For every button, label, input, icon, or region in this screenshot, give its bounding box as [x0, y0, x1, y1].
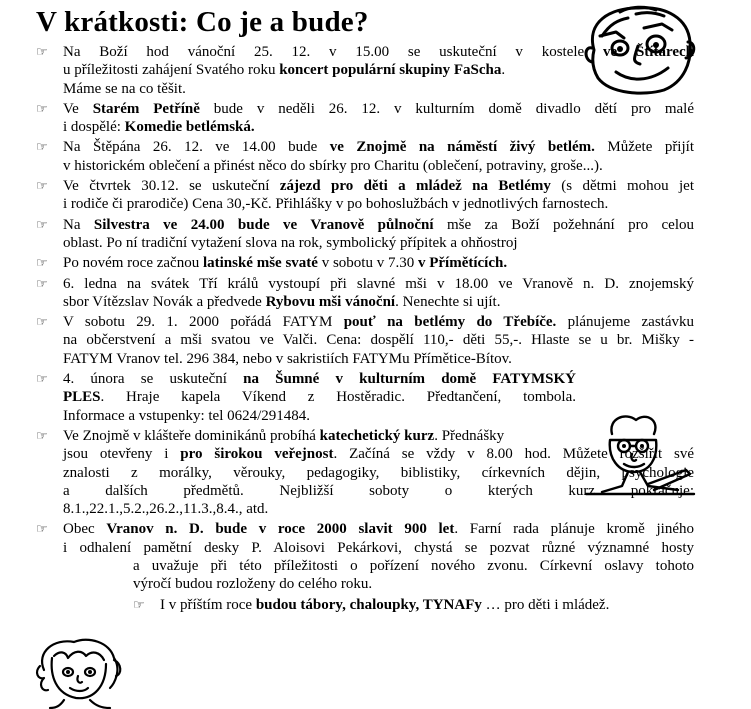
news-line — [63, 370, 576, 388]
bold-text: pro širokou veřejnost — [180, 446, 334, 463]
news-item — [36, 138, 694, 175]
text: . Začíná se vždy v 8.00 hod. Můžete rozšířit své — [333, 446, 695, 463]
news-line — [63, 500, 694, 518]
text: Můžete přijít — [594, 139, 694, 156]
page-title: V krátkosti: Co je a bude? — [36, 6, 369, 38]
pointing-hand-icon: ☞ — [36, 44, 48, 59]
news-item-last — [133, 596, 694, 614]
pointing-hand-icon: ☞ — [36, 427, 48, 443]
news-item — [36, 43, 694, 98]
news-line — [63, 293, 694, 311]
bold-text: Komedie betlémská. — [124, 119, 255, 136]
text: V sobotu 29. 1. 2000 pořádá FATYM — [63, 314, 344, 331]
text: . Přednášky — [434, 427, 505, 444]
text: I v příštím roce — [160, 596, 256, 613]
news-line — [63, 350, 694, 368]
text: 8.1.,22.1.,5.2.,26.2.,11.3.,8.4., atd. — [63, 501, 269, 518]
text: Na Štěpána 26. 12. ve 14.00 bude — [63, 139, 330, 156]
news-item — [36, 427, 694, 518]
text: sbor Vítězslav Novák a předvede — [63, 293, 266, 310]
text: a uvažuje při této příležitosti o pořízení nového zvonu. Církevní oslavy tohoto — [133, 558, 694, 575]
text: mše za Boží požehnání pro celou — [433, 216, 694, 233]
text: . Farní rada plánuje kromě jiného — [454, 521, 694, 538]
bold-text: v Přímětících. — [417, 255, 508, 272]
text: v historickém oblečení a přinést něco do sbírky pro Charitu (oblečení, potraviny, groše...). — [63, 157, 603, 174]
news-item — [36, 177, 694, 214]
text: Po novém roce začnou — [63, 255, 203, 272]
bold-text: latinské mše svaté — [202, 255, 318, 272]
news-line — [63, 138, 694, 156]
news-line — [63, 254, 694, 272]
bold-text: katechetický kurz — [319, 427, 435, 444]
text: Informace a vstupenky: tel 0624/291484. — [63, 407, 311, 424]
news-line — [160, 596, 694, 614]
pointing-hand-icon: ☞ — [36, 216, 48, 232]
text: u příležitosti zahájení Svatého roku — [63, 62, 280, 79]
news-line — [63, 275, 694, 293]
news-line — [63, 331, 694, 349]
news-item — [36, 370, 576, 425]
text: bude v neděli 26. 12. v kulturním domě divadlo dětí pro malé — [199, 100, 694, 117]
pointing-hand-icon: ☞ — [133, 596, 145, 612]
text: 6. ledna na svátek Tří králů vystoupí při slavné mši v 18.00 ve Vranově n. D. znojemský — [63, 275, 694, 292]
text: Máme se na co těšit. — [63, 80, 186, 97]
news-line — [63, 313, 694, 331]
text: plánujeme zastávku — [556, 314, 695, 331]
news-item — [36, 254, 694, 272]
text: na občerstvení a mši svatou ve Valči. Cena: dospělí 110,- děti 55,-. Hlaste se u br. Mišky - — [63, 332, 694, 349]
text: FATYM Vranov tel. 296 384, nebo v sakristiích FATYMu Přímětice-Bítov. — [63, 350, 512, 367]
text: a dalších předmětů. Nejbližší soboty o kterých kurz pokračuje: — [63, 482, 694, 499]
news-line — [63, 234, 694, 252]
bold-text: ve Znojmě na náměstí živý betlém. — [329, 139, 595, 156]
news-line — [63, 388, 576, 406]
text: v sobotu v 7.30 — [317, 255, 418, 272]
pointing-hand-icon: ☞ — [36, 314, 48, 330]
news-line — [63, 482, 694, 500]
text: i odhalení pamětní desky P. Aloisovi Pekárkovi, chystá se pozvat různé významné hosty — [63, 539, 694, 556]
bold-text: pouť na betlémy do Třebíče. — [343, 314, 557, 331]
news-line — [63, 157, 694, 175]
news-line — [63, 177, 694, 195]
news-item — [36, 313, 694, 368]
text: . Hraje kapela Víkend z Hostěradic. Předtančení, tombola. — [100, 389, 576, 406]
text: oblast. Po ní tradiční vytažení slova na rok, symbolický přípitek a ohňostroj — [63, 234, 518, 251]
bold-text: ve Štítarech — [603, 44, 694, 60]
news-line — [63, 100, 694, 118]
news-line — [133, 557, 694, 575]
news-line — [63, 216, 694, 234]
text: Ve — [63, 100, 93, 117]
text: Ve čtvrtek 30.12. se uskuteční — [63, 178, 280, 195]
text: i rodiče či prarodiče) Cena 30,-Kč. Přihlášky v po bohoslužbách v jednotlivých farnostech. — [63, 196, 609, 213]
news-line — [63, 61, 694, 79]
news-line — [63, 445, 694, 463]
text: jsou otevřeny i — [63, 446, 181, 463]
text: výročí budou rozloženy do celého roku. — [133, 576, 373, 593]
cartoon-girl-drawing — [30, 636, 130, 709]
news-line — [63, 80, 694, 98]
bold-text: Starém Petříně — [92, 100, 200, 117]
news-item — [36, 520, 694, 593]
news-line — [63, 118, 694, 136]
bold-text: Rybovu mši vánoční — [265, 293, 396, 310]
news-line — [63, 43, 694, 61]
pointing-hand-icon: ☞ — [36, 371, 48, 387]
pointing-hand-icon: ☞ — [36, 178, 48, 194]
text: 4. února se uskuteční — [63, 371, 244, 388]
bold-text: zájezd pro děti a mládež na Betlémy — [279, 178, 551, 195]
news-line — [63, 464, 694, 482]
text: (s dětmi mohou jet — [550, 178, 695, 195]
text: i dospělé: — [63, 119, 125, 136]
text: … pro děti i mládež. — [481, 596, 610, 613]
pointing-hand-icon: ☞ — [36, 255, 48, 271]
news-item — [36, 275, 694, 312]
news-line — [63, 539, 694, 557]
text: znalosti z morálky, věrouky, pedagogiky, biblistiky, církevních dějin, psychologie — [63, 464, 694, 481]
news-item — [36, 100, 694, 137]
news-list — [36, 43, 694, 614]
news-line — [63, 407, 576, 425]
bold-text: Vranov n. D. bude v roce 2000 slavit 900 let — [106, 521, 455, 538]
pointing-hand-icon: ☞ — [36, 521, 48, 537]
bold-text: na Šumné v kulturním domě FATYMSKÝ — [243, 371, 576, 388]
news-line — [63, 195, 694, 213]
bold-text: PLES — [63, 389, 101, 406]
text: Ve Znojmě v klášteře dominikánů probíhá — [63, 427, 320, 444]
bold-text: budou tábory, chaloupky, TYNAFy — [255, 596, 482, 613]
text: Na — [63, 216, 94, 233]
pointing-hand-icon: ☞ — [36, 100, 48, 116]
text: Na Boží hod vánoční 25. 12. v 15.00 se uskuteční v kostele — [63, 44, 603, 60]
news-line — [63, 520, 694, 538]
pointing-hand-icon: ☞ — [36, 275, 48, 291]
text: . Nenechte si ujít. — [395, 293, 501, 310]
bold-text: Silvestra ve 24.00 bude ve Vranově půlnoční — [93, 216, 434, 233]
pointing-hand-icon: ☞ — [36, 139, 48, 155]
news-line — [63, 427, 694, 445]
text: . — [501, 62, 506, 79]
news-item — [36, 216, 694, 253]
text: Obec — [63, 521, 107, 538]
bold-text: koncert populární skupiny FaScha — [279, 62, 502, 79]
news-line — [133, 575, 694, 593]
